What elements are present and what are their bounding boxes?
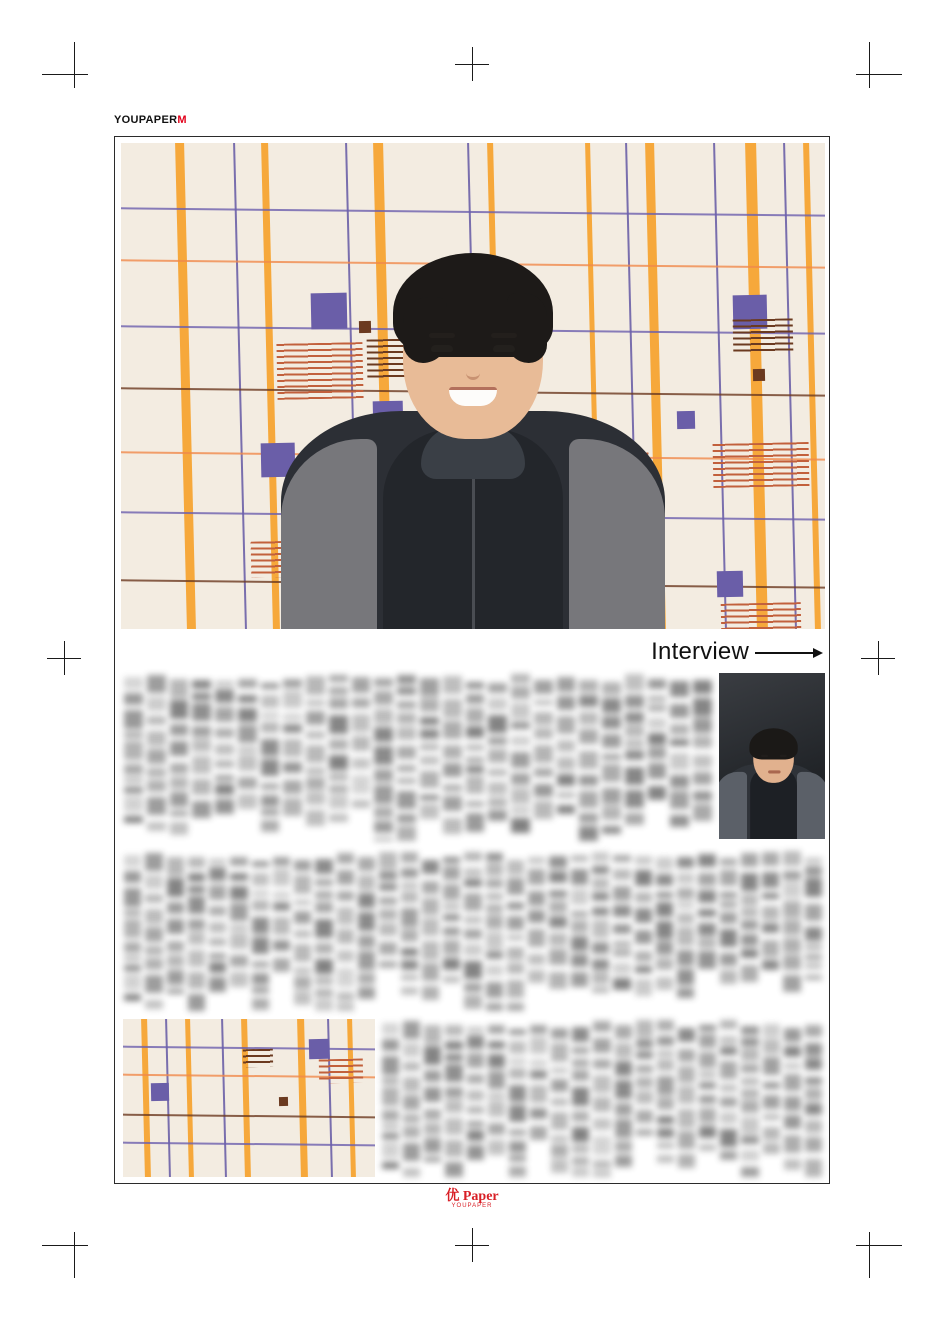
portrait-patterned-background: [123, 1019, 375, 1177]
masthead: [114, 114, 187, 126]
footer-logo-mark: 优 Paper: [445, 1189, 499, 1204]
crop-mark-top-left: [42, 42, 88, 88]
registration-mark-left: [47, 641, 81, 675]
registration-mark-top: [455, 47, 489, 81]
footer-logo-sub: YOUPAPER: [451, 1203, 493, 1209]
registration-mark-right: [861, 641, 895, 675]
crop-mark-bottom-left: [42, 1232, 88, 1278]
masthead-accent-letter: M: [177, 114, 187, 126]
article-column-block-3: [381, 1019, 825, 1177]
interview-heading: [523, 635, 823, 669]
magazine-page: [114, 136, 830, 1184]
patterned-wall-background-inset: [123, 1019, 375, 1177]
article-column-block-1: [123, 673, 715, 841]
crop-mark-bottom-right: [856, 1232, 902, 1278]
registration-mark-bottom: [455, 1228, 489, 1262]
arrow-right-icon: [755, 646, 823, 658]
crop-mark-top-right: [856, 42, 902, 88]
hero-portrait: [121, 143, 825, 629]
footer-logo: [114, 1185, 830, 1209]
hero-subject-figure: [263, 229, 683, 629]
masthead-label: YOUPAPER: [114, 114, 178, 126]
article-column-block-2: [123, 851, 825, 1011]
portrait-dark-background: [719, 673, 825, 839]
interview-label: Interview: [651, 638, 749, 665]
